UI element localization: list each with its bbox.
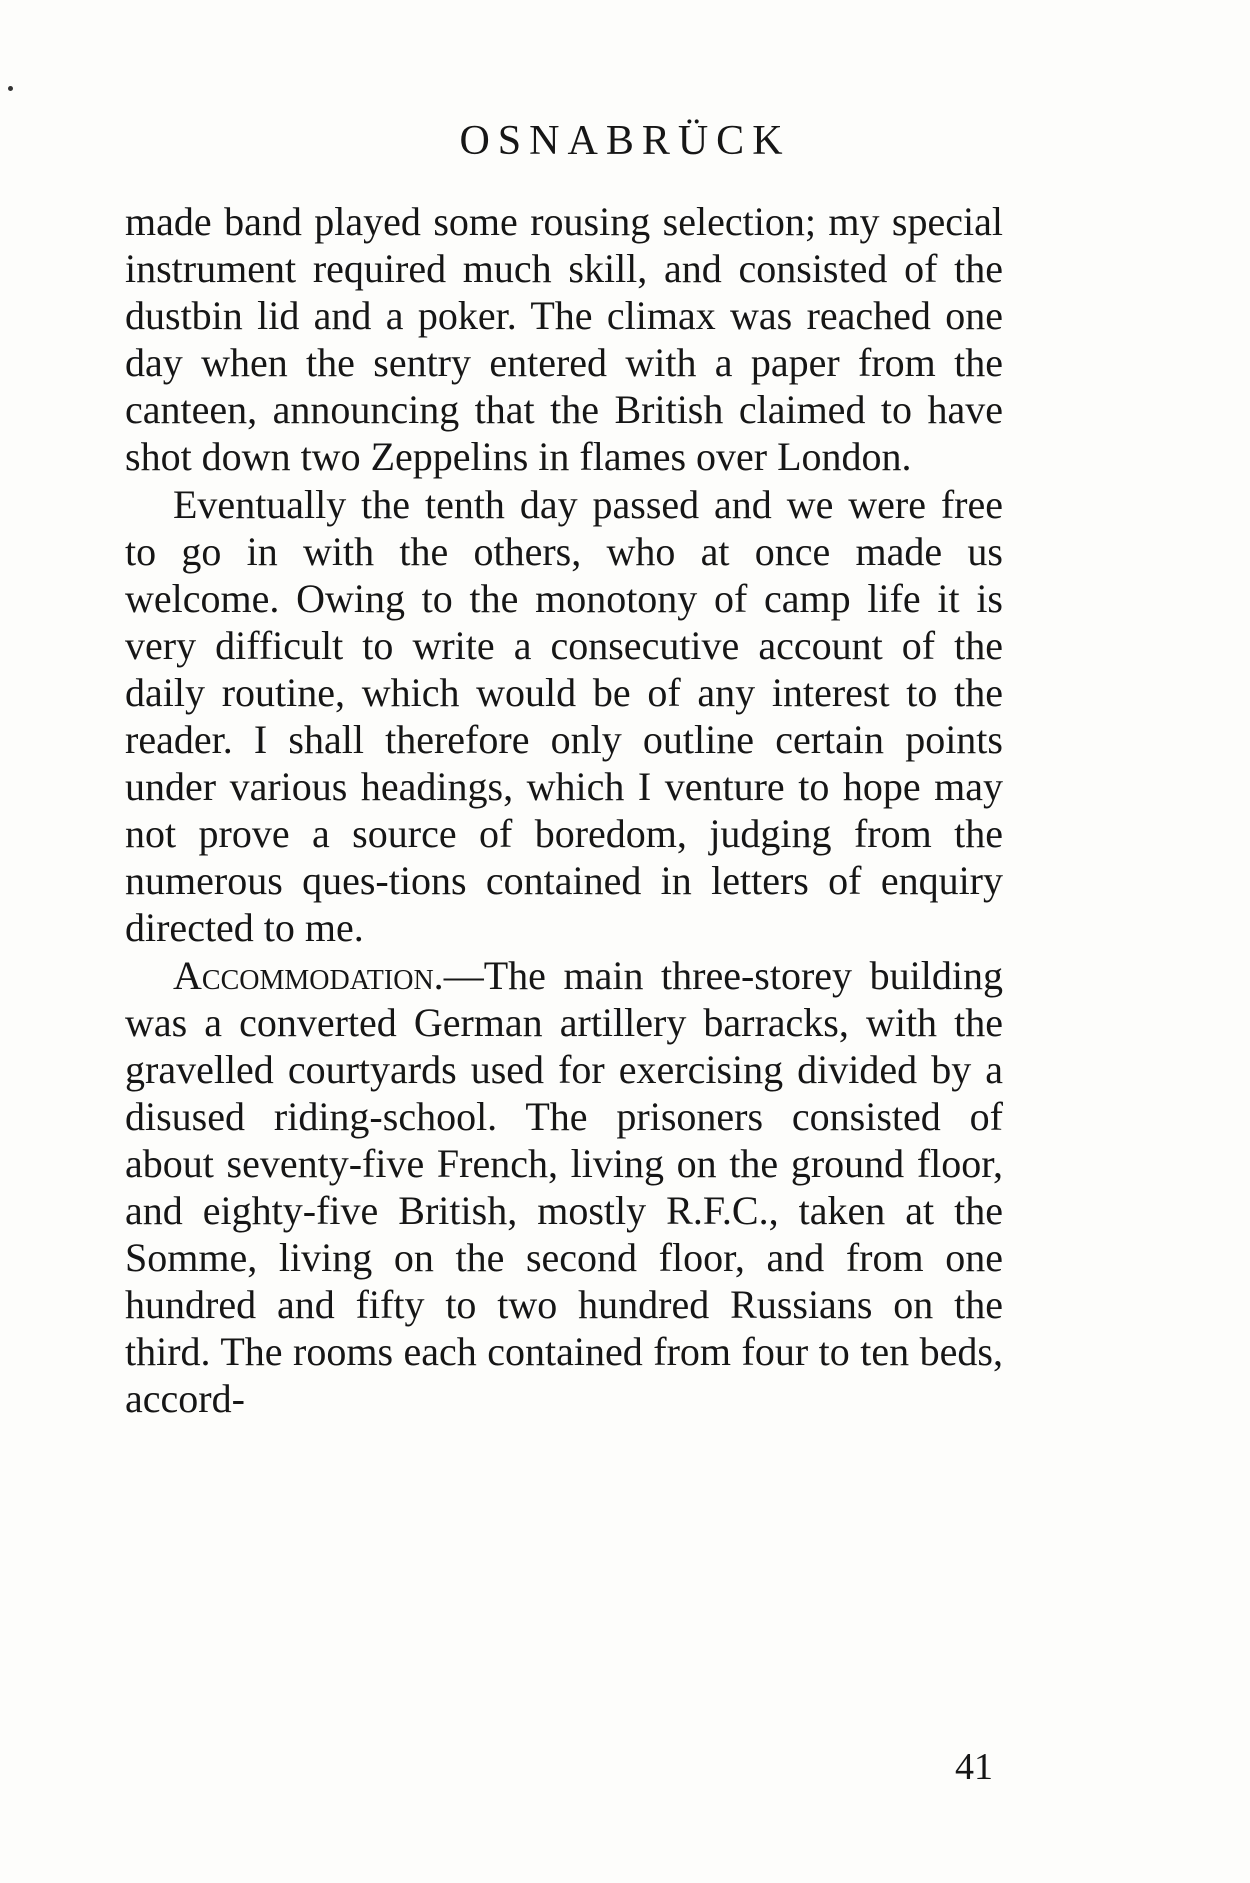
scan-speck <box>8 86 13 91</box>
body-text <box>125 198 1003 1422</box>
paragraph-accommodation <box>125 952 1003 1423</box>
paragraph-continuation: made band played some rousing selection; my special instrument required much skill, and consisted of the dustbin lid and a poker. The climax was reached one day when the sentry entered with a paper from the canteen, announcing that the British claimed to have shot down two Zeppelins in flames over London. <box>125 199 1003 480</box>
page-number: 41 <box>955 1746 993 1788</box>
running-head: OSNABRÜCK <box>459 118 791 164</box>
section-heading-accommodation: Accommodation. <box>173 952 444 998</box>
paragraph-accommodation-text: —The main three-storey building was a converted German artillery barracks, with the gravelled courtyards used for exercising divided by a disused riding-school. The prisoners consisted of about seventy-five French, living on the ground floor, and eighty-five British, mostly R.F.C., taken at the Somme, living on the second floor, and from one hundred and fifty to two hundred Russians on the third. The rooms each contained from four to ten beds, accord- <box>125 952 1003 1422</box>
paragraph-eventually: Eventually the tenth day passed and we were free to go in with the others, who at once made us welcome. Owing to the monotony of camp life it is very difficult to write a consecutive account of the daily routine, which would be of any interest to the reader. I shall therefore only outline certain points under various headings, which I venture to hope may not prove a source of boredom, judging from the numerous ques-tions contained in letters of enquiry directed to me. <box>125 481 1003 951</box>
